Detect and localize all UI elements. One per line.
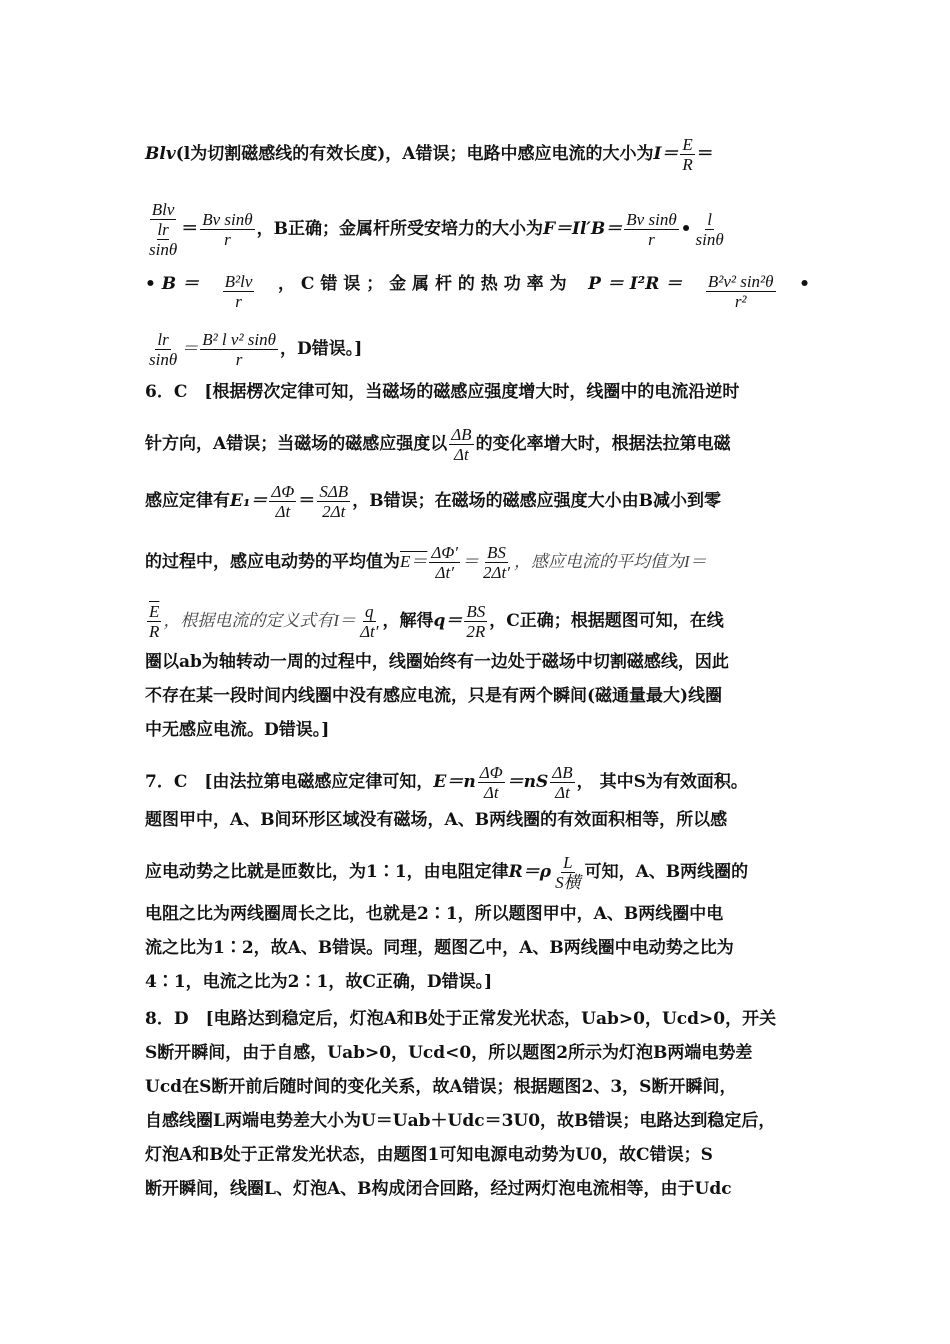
p6-line-3: 感应定律有E₁＝ $\frac{\Delta\Phi}{\Delta t}$ ＝ $\frac{\text{SΔB}}{2\Delta t}$ ，B错误；在磁场的磁感应强度大小由B减小到零 — [145, 482, 721, 521]
p5-line-2: Blv lr sinθ ＝ $\frac{\text{Bv sinθ}}{r}$ ，B正确；金属杆所受安培力的大小为F＝Il′B＝ $\frac{\text{Bv sinθ}}{r}$ • $\frac{l}{\sin\theta}$ — [149, 200, 724, 259]
text: (l为切割磁感线的有效长度)，A错误；电路中感应电流的大小为 — [175, 144, 654, 164]
fraction-db-dt-7: $\frac{\Delta B}{\Delta t}$ — [552, 763, 573, 802]
fraction-bvsin-over-r-2: $\frac{\text{Bv sinθ}}{r}$ — [626, 210, 677, 249]
fraction-bvsin-over-r: $\frac{\text{Bv sinθ}}{r}$ — [202, 210, 253, 249]
fraction-dphi-dt: $\frac{\Delta\Phi}{\Delta t}$ — [271, 482, 295, 521]
fraction-result: $\frac{\text{B² l v² sinθ}}{r}$ — [202, 330, 276, 369]
fraction-l-over-s: $\frac{L}{\text{S横}}$ — [555, 853, 581, 892]
p7-line-3: 应电动势之比就是匝数比，为1∶1，由电阻定律R＝ρ $\frac{L}{\text{S横}}$ 可知，A、B两线圈的 — [145, 853, 749, 892]
p8-line-6: 断开瞬间，线圈L、灯泡A、B构成闭合回路，经过两灯泡电流相等，由于Udc — [145, 1179, 732, 1199]
fraction-db-dt: $\frac{\Delta B}{\Delta t}$ — [451, 425, 472, 464]
p6-line-2: 针方向，A错误；当磁场的磁感应强度以 $\frac{\Delta B}{\Delta t}$ 的变化率增大时，根据法拉第电磁 — [145, 425, 731, 464]
fraction-dphi-dt-7: $\frac{\Delta\Phi}{\Delta t}$ — [479, 763, 503, 802]
fraction-power: $\frac{\text{B²v² sin²θ}}{\text{r²}}$ — [707, 272, 774, 311]
p8-line-1: 8．D [电路达到稳定后，灯泡A和B处于正常发光状态，Uab>0，Ucd>0，开关 — [145, 1009, 777, 1029]
p8-line-4: 自感线圈L两端电势差大小为U＝Uab＋Udc＝3U0，故B错误；电路达到稳定后， — [145, 1111, 776, 1131]
p5-line-3: • B ＝ $\frac{\text{B²lv}}{r}$ ， C 错 误 ； 金 属 杆 的 热 功 率 为 P ＝ I²R ＝ $\frac{\text{B²v² sin²θ}}{\text{r²}}$ • — [145, 272, 810, 311]
p5-line-1: Blv(l为切割磁感线的有效长度)，A错误；电路中感应电流的大小为I＝ $\frac{E}{R}$ ＝ — [145, 135, 714, 174]
p6-line-4: 的过程中，感应电动势的平均值为E＝ $\frac{\Delta\Phi'}{\Delta t'}$ ＝ $\frac{BS}{2\Delta t'}$ ，感应电流的平均值为I＝ — [145, 543, 707, 582]
fraction-bs-2r: $\frac{BS}{2R}$ — [466, 602, 486, 641]
expr-i: I＝ — [653, 144, 679, 164]
compound-fraction: Blv lr sinθ — [149, 200, 178, 259]
fraction-e-over-r: $\frac{E}{R}$ — [682, 135, 693, 174]
expr-blv: Blv — [145, 144, 176, 164]
p8-line-3: Ucd在S断开前后随时间的变化关系，故A错误；根据题图2、3，S断开瞬间， — [145, 1077, 737, 1097]
p7-line-4: 电阻之比为两线圈周长之比，也就是2∶1，所以题图甲中，A、B两线圈中电 — [145, 904, 724, 924]
fraction-sdb-2dt: $\frac{\text{SΔB}}{2\Delta t}$ — [319, 482, 349, 521]
p8-line-2: S断开瞬间，由于自感，Uab>0，Ucd<0，所以题图2所示为灯泡B两端电势差 — [145, 1043, 753, 1063]
p6-line-6: 圈以ab为轴转动一周的过程中，线圈始终有一边处于磁场中切割磁感线，因此 — [145, 652, 729, 672]
fraction-q-over-dt: $\frac{q}{\Delta t'}$ — [360, 602, 379, 641]
fraction-lr-over-sin: $\frac{lr}{\sin\theta}$ — [149, 330, 178, 369]
p7-line-6: 4∶1，电流之比为2∶1，故C正确，D错误。] — [145, 972, 493, 992]
p6-line-8: 中无感应电流。D错误。] — [145, 720, 330, 740]
p7-line-5: 流之比为1∶2，故A、B错误。同理，题图乙中，A、B两线圈中电动势之比为 — [145, 938, 734, 958]
p5-line-4: $\frac{lr}{\sin\theta}$ ＝ $\frac{\text{B² l v² sinθ}}{r}$ ，D错误。] — [149, 330, 363, 369]
fraction-ebar-over-r: $\frac{\overline{E}}{R}$ — [149, 602, 160, 641]
p7-line-2: 题图甲中，A、B间环形区域没有磁场，A、B两线圈的有效面积相等，所以感 — [145, 810, 728, 830]
fraction-b2lv-over-r: $\frac{\text{B²lv}}{r}$ — [224, 272, 253, 311]
p7-line-1: 7．C [由法拉第电磁感应定律可知，E＝n $\frac{\Delta\Phi}{\Delta t}$ ＝nS $\frac{\Delta B}{\Delta t}$ ， 其中S为有效面积。 — [145, 763, 748, 802]
fraction-l-over-sin: $\frac{l}{\sin\theta}$ — [695, 210, 724, 249]
fraction-bs-2dt: $\frac{BS}{2\Delta t'}$ — [483, 543, 510, 582]
p6-line-7: 不存在某一段时间内线圈中没有感应电流，只是有两个瞬间(磁通量最大)线圈 — [145, 686, 723, 706]
p8-line-5: 灯泡A和B处于正常发光状态，由题图1可知电源电动势为U0，故C错误；S — [145, 1145, 713, 1165]
p6-line-1: 6．C [根据楞次定律可知，当磁场的磁感应强度增大时，线圈中的电流沿逆时 — [145, 382, 740, 402]
fraction-dphi-dt-prime: $\frac{\Delta\Phi'}{\Delta t'}$ — [431, 543, 459, 582]
p6-line-5: $\frac{\overline{E}}{R}$ ，根据电流的定义式有I＝ $\frac{q}{\Delta t'}$ ，解得q＝ $\frac{BS}{2R}$ ，C正确；根据题图可知，在线 — [149, 602, 724, 641]
